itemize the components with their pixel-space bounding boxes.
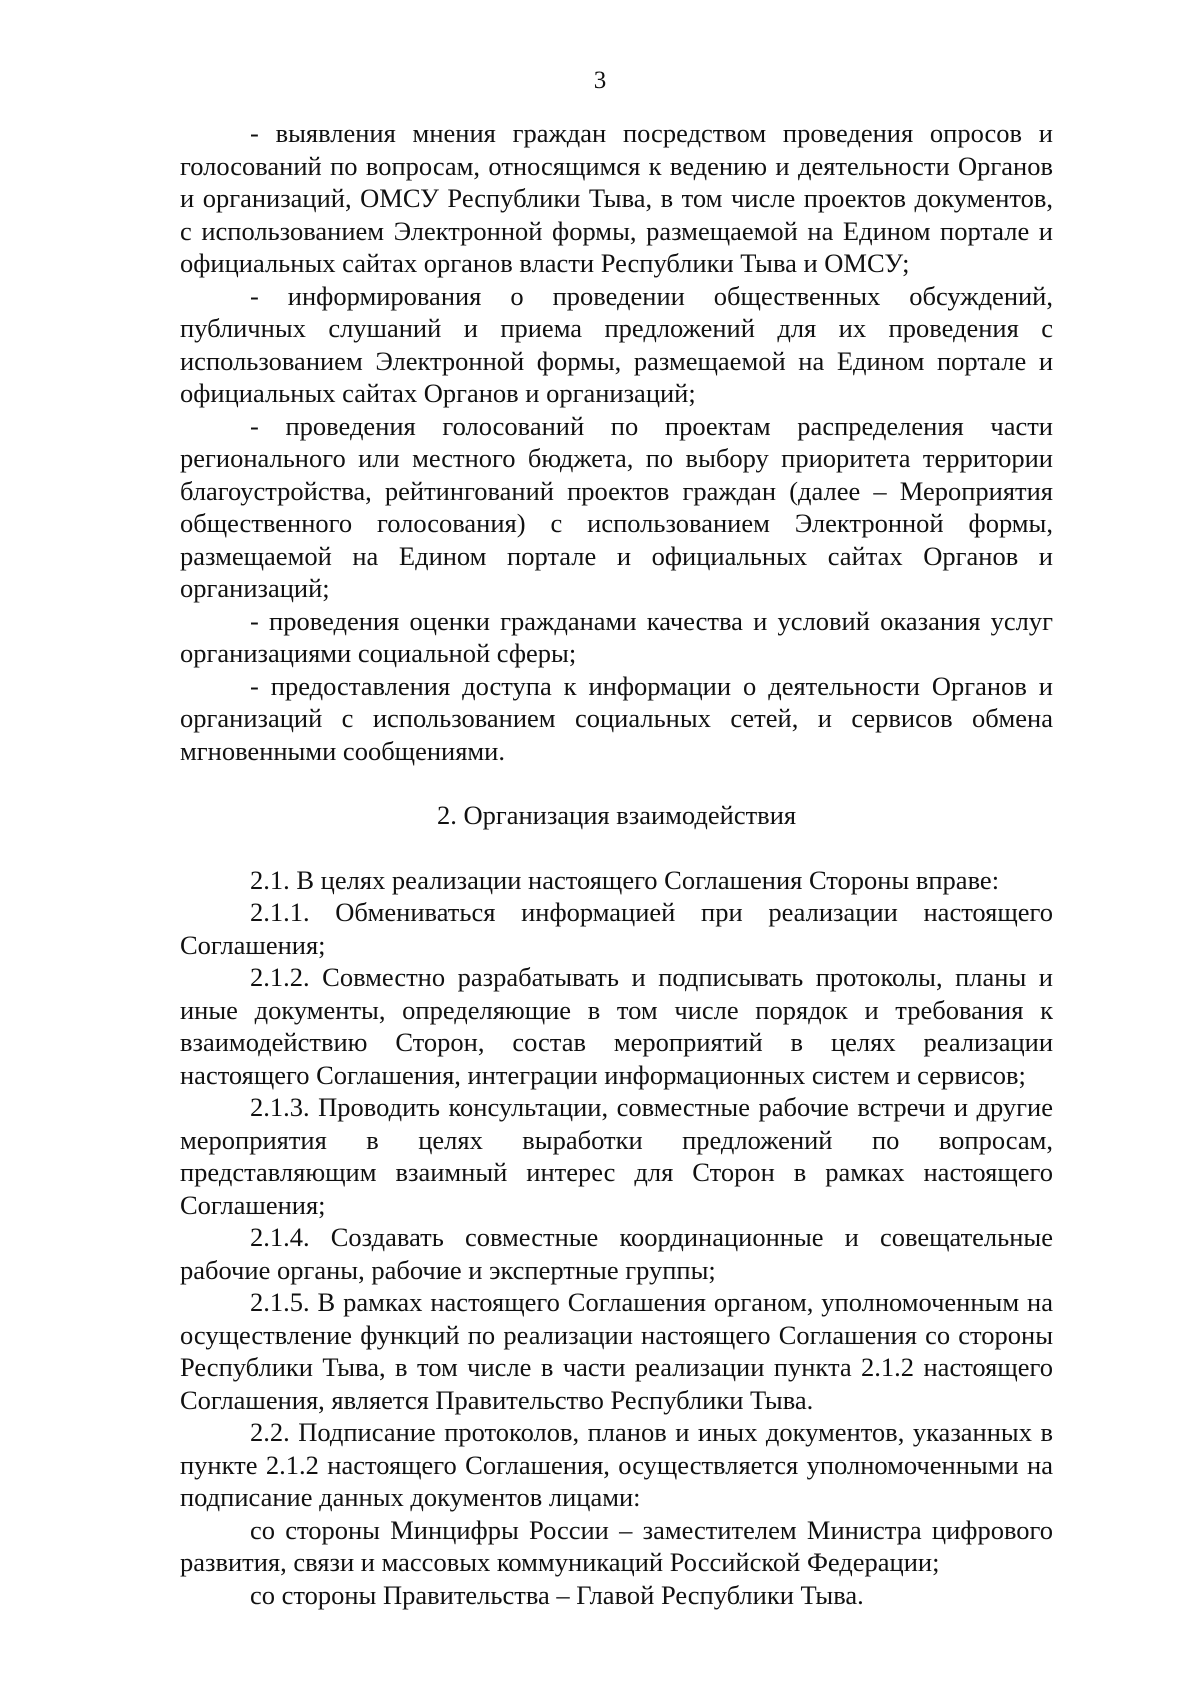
- signatory-government: со стороны Правительства – Главой Республики Тыва.: [250, 1579, 864, 1610]
- list-item-opinion-surveys: - выявления мнения граждан посредством проведения опросов и голосований по вопросам, относящимся к ведению и деятельности Органов и организаций, ОМСУ Республики Тыва, в том числе проектов документов, с использованием Электронной формы, размещаемой на Едином портале и официальных сайтах органов власти Республики Тыва и ОМСУ;: [180, 118, 1053, 278]
- clause-2-1-2: 2.1.2. Совместно разрабатывать и подписывать протоколы, планы и иные документы, определяющие в том числе порядок и требования к взаимодействию Сторон, состав мероприятий в целях реализации настоящего Соглашения, интеграции информационных систем и сервисов;: [180, 962, 1053, 1090]
- clause-2-1-5: 2.1.5. В рамках настоящего Соглашения органом, уполномоченным на осуществление функций по реализации настоящего Соглашения со стороны Республики Тыва, в том числе в части реализации пункта 2.1.2 настоящего Соглашения, является Правительство Республики Тыва.: [180, 1287, 1053, 1415]
- page-number: 3: [593, 67, 607, 94]
- clause-2-1-4: 2.1.4. Создавать совместные координационные и совещательные рабочие органы, рабочие и экспертные группы;: [180, 1222, 1053, 1285]
- list-item-public-hearings: - информирования о проведении общественных обсуждений, публичных слушаний и приема предложений для их проведения с использованием Электронной формы, размещаемой на Едином портале и официальных сайтах Органов и организаций;: [180, 280, 1053, 408]
- document-body: [180, 117, 1053, 1611]
- list-item-social-networks: - предоставления доступа к информации о деятельности Органов и организаций с использованием социальных сетей, и сервисов обмена мгновенными сообщениями.: [180, 670, 1053, 766]
- clause-2-1-3: 2.1.3. Проводить консультации, совместные рабочие встречи и другие мероприятия в целях выработки предложений по вопросам, представляющим взаимный интерес для Сторон в рамках настоящего Соглашения;: [180, 1092, 1053, 1220]
- section-heading: 2. Организация взаимодействия: [436, 800, 797, 830]
- spacer: [180, 832, 1053, 864]
- list-item-service-quality: - проведения оценки гражданами качества и условий оказания услуг организациями социальной сферы;: [180, 605, 1053, 668]
- clause-2-1: 2.1. В целях реализации настоящего Соглашения Стороны вправе:: [250, 864, 1000, 895]
- clause-2-2: 2.2. Подписание протоколов, планов и иных документов, указанных в пункте 2.1.2 настоящего Соглашения, осуществляется уполномоченными на подписание данных документов лицами:: [180, 1417, 1053, 1512]
- signatory-ministry: со стороны Минцифры России – заместителем Министра цифрового развития, связи и массовых коммуникаций Российской Федерации;: [180, 1514, 1053, 1577]
- clause-2-1-1: 2.1.1. Обмениваться информацией при реализации настоящего Соглашения;: [180, 897, 1053, 960]
- spacer: [180, 767, 1053, 799]
- list-item-budget-voting: - проведения голосований по проектам распределения части регионального или местного бюджета, по выбору приоритета территории благоустройства, рейтингований проектов граждан (далее – Мероприятия общественного голосования) с использованием Электронной формы, размещаемой на Едином портале и официальных сайтах Органов и организаций;: [180, 410, 1053, 603]
